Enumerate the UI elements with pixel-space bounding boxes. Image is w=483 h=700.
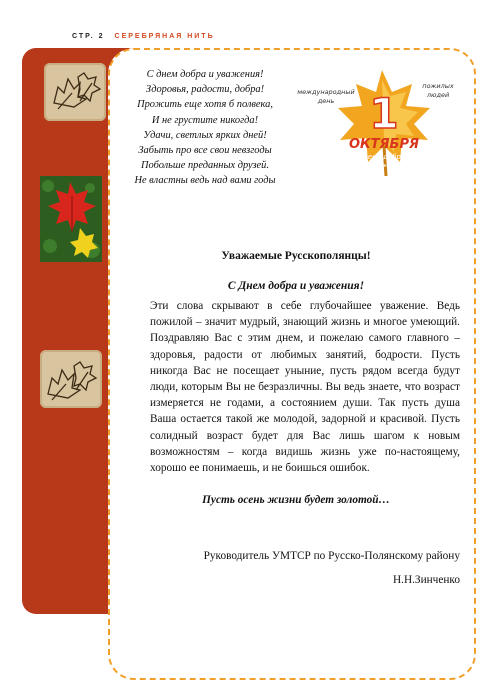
logo-sub-2: и уважения [368, 163, 400, 169]
poem-line: Не властны ведь над вами годы [134, 175, 276, 187]
maple-leaves-icon [40, 176, 102, 262]
letter-body [120, 298, 460, 476]
greeting-poem [116, 67, 294, 189]
closing-line: Пусть осень жизни будет золотой… [202, 494, 390, 506]
logo-left-caption-2: день [317, 97, 335, 105]
signature-name: Н.Н.Зинченко [392, 574, 460, 586]
logo-day-number: 1 [369, 89, 399, 138]
page-number: СТР. 2 [72, 33, 105, 40]
page-header [72, 33, 215, 40]
poem-line: И не грустите никогда! [151, 114, 259, 126]
poem-line: Забыть про все свои невзгоды [138, 145, 272, 157]
logo-month: ОКТЯБРЯ [348, 137, 420, 152]
logo-right-caption-2: людей [426, 91, 450, 99]
leaf-sketch-card-bottom [40, 350, 102, 408]
poem-line: Удачи, светлых ярких дней! [143, 129, 267, 141]
elderly-day-logo [296, 66, 466, 178]
logo-left-caption-1: международный [297, 88, 355, 96]
signature-title: Руководитель УМТСР по Русско-Полянскому району [203, 550, 460, 562]
poem-line: С днем добра и уважения! [146, 69, 264, 80]
addressee-heading: Уважаемые Русскополянцы! [221, 250, 371, 262]
logo-right-caption-1: пожилых [422, 82, 454, 90]
poem-line: Побольше преданных друзей. [141, 160, 269, 172]
poem-line: Прожить еще хотя б полвека, [137, 99, 273, 111]
letter-paragraph: Эти слова скрывают в себе глубочайшее уважение. Ведь пожилой – значит мудрый, знающий жизнь и многое умеющий. Поздравляю Вас с этим днем, и пожелаю самого главного – здоровья, радости от любимых занятий, бодрости. Пусть никогда Вас не посещает уныние, пусть рядом всегда будут люди, которым Вы не безразличны. Вы ведь знаете, что возраст измеряется не годами, а состоянием души. Так пусть душа Ваша остается такой же молодой, задорной и красивой. Пусть солидный возраст будет для Вас лишь шагом к новым возможностям – когда видишь жизнь уже по-настоящему, хорошо ее понимаешь, и не боишься ошибок. [150, 300, 460, 475]
leaf-sketch-icon [44, 63, 106, 121]
autumn-leaves-photo [40, 176, 102, 262]
logo-sub-1: день добра [362, 153, 406, 161]
publication-title: СЕРЕБРЯНАЯ НИТЬ [114, 33, 215, 40]
poem-line: Здоровья, радости, добра! [145, 84, 265, 96]
greeting-heading: С Днем добра и уважения! [227, 280, 365, 292]
leaf-sketch-icon [40, 350, 102, 408]
leaf-sketch-card-top [44, 63, 106, 121]
maple-leaf-logo-icon [296, 66, 466, 178]
